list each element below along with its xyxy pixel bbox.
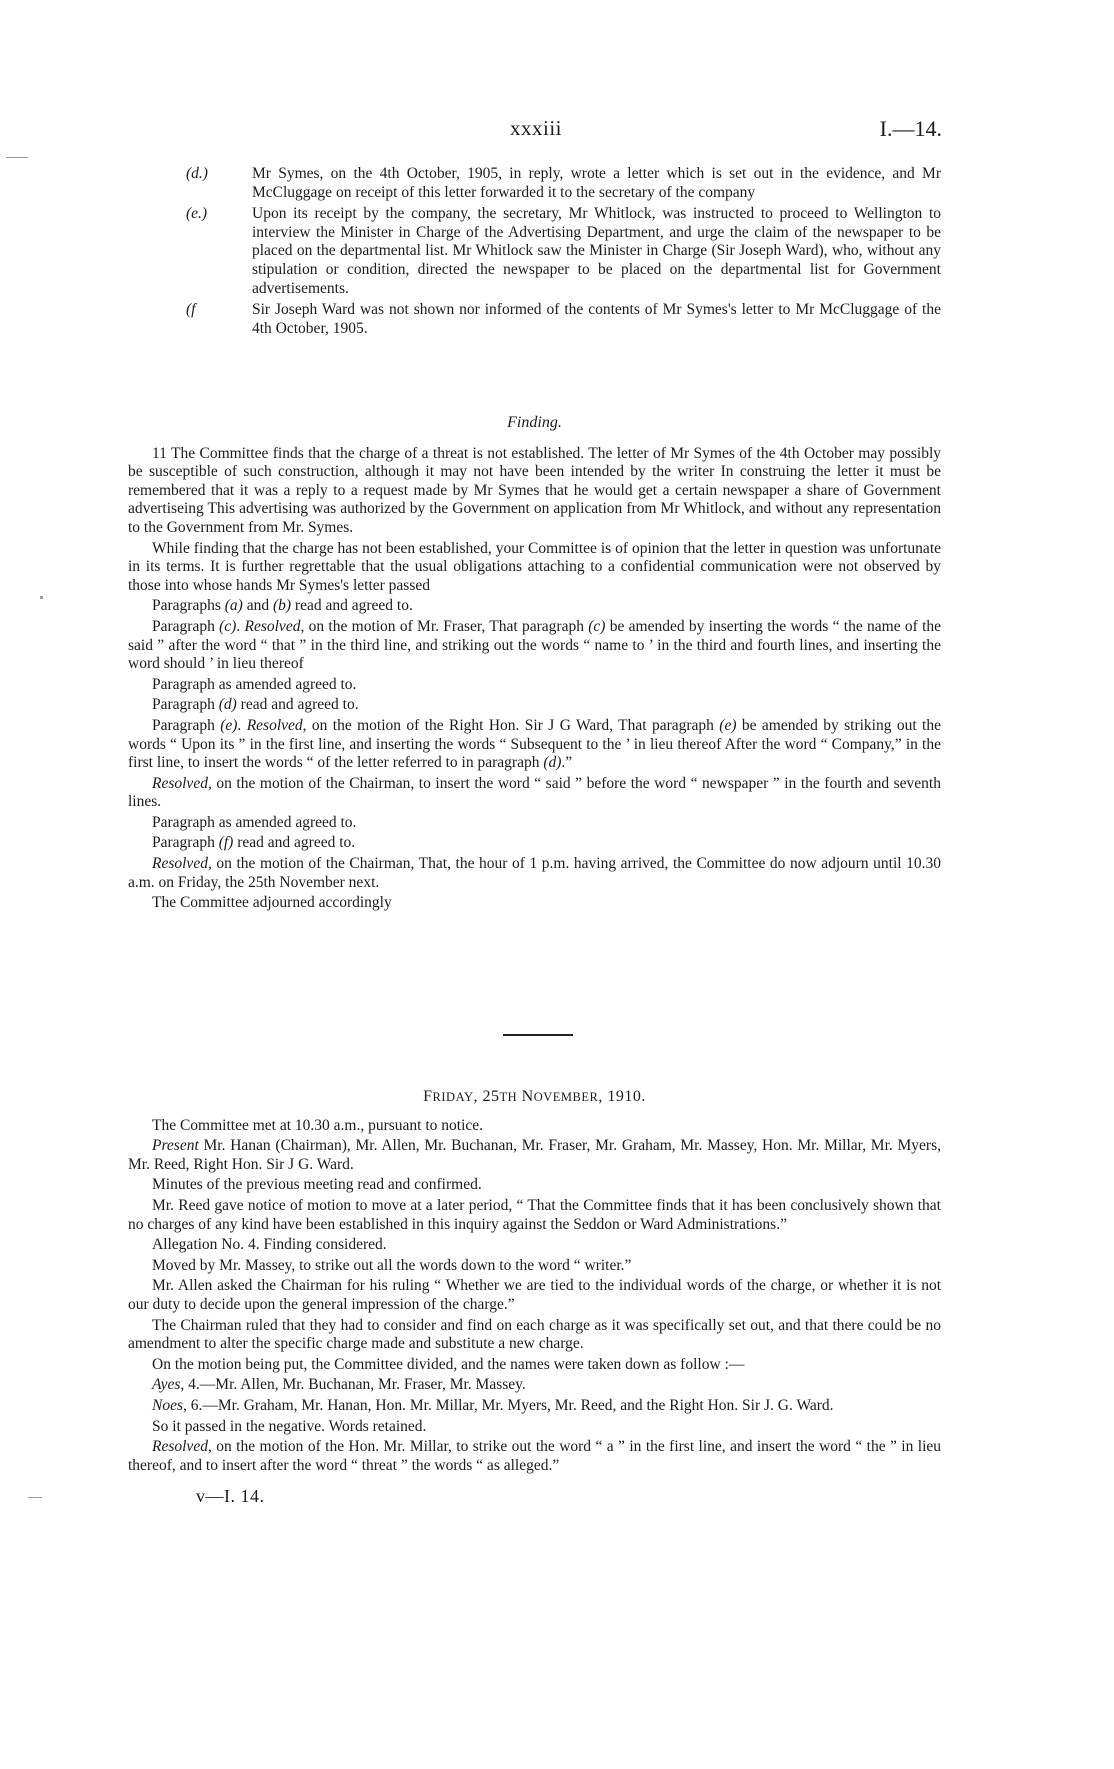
minutes-paragraph: Allegation No. 4. Finding considered.: [152, 1236, 387, 1254]
proceedings-line: Paragraph as amended agreed to.: [152, 675, 357, 693]
proceedings-line: The Committee adjourned accordingly: [152, 894, 392, 912]
minutes-paragraph: Moved by Mr. Massey, to strike out all the words down to the word “ writer.”: [152, 1256, 632, 1274]
date-heading: FRIDAY, 25TH NOVEMBER, 1910.: [423, 1088, 646, 1105]
scan-speck: [28, 1497, 42, 1498]
list-item: [186, 165, 941, 202]
page-header: [0, 116, 1114, 146]
proceedings-line: Paragraph (f) read and agreed to.: [152, 834, 356, 852]
finding-heading: Finding.: [507, 414, 562, 431]
minutes-paragraph: Resolved, on the motion of the Hon. Mr. Millar, to strike out the word “ a ” in the first line, and insert the word “ the ” in lieu thereof, and to insert after the word “ threat ” the words “ as alleged.”: [128, 1438, 941, 1474]
item-text: Upon its receipt by the company, the secretary, Mr Whitlock, was instructed to proceed to Wellington to interview the Minister in Charge of the Advertising Department, and urge the claim of the newspaper to be placed on the departmental list. Mr Whitlock saw the Minister in Charge (Sir Joseph Ward), who, without any stipulation or condition, directed the newspaper to be placed on the departmental list for Government advertisements.: [252, 205, 941, 297]
friday-section: [128, 1088, 941, 1477]
scan-speck: [6, 157, 28, 158]
minutes-paragraph: Mr. Allen asked the Chairman for his ruling “ Whether we are tied to the individual words of the charge, or whether it is not our duty to decide upon the general impression of the charge.”: [128, 1277, 941, 1313]
minutes-paragraph: Mr. Reed gave notice of motion to move at a later period, “ That the Committee finds that it has been conclusively shown that no charges of any kind have been established in this inquiry against the Seddon or Ward Administrations.”: [128, 1196, 941, 1233]
paper-reference: I.—14.: [879, 116, 942, 141]
scan-speck: [40, 596, 43, 599]
list-item: [186, 301, 941, 338]
minutes-paragraph: On the motion being put, the Committee divided, and the names were taken down as follow :—: [152, 1355, 745, 1373]
proceedings-line: Paragraphs (a) and (b) read and agreed to.: [152, 597, 413, 615]
proceedings-line: Paragraph as amended agreed to.: [152, 813, 357, 831]
list-item: [186, 205, 941, 298]
proceedings-line: Paragraph (d) read and agreed to.: [152, 696, 359, 714]
minutes-paragraph: Noes, 6.—Mr. Graham, Mr. Hanan, Hon. Mr. Millar, Mr. Myers, Mr. Reed, and the Right Hon. Sir J. G. Ward.: [152, 1396, 834, 1414]
finding-section: [128, 414, 941, 915]
section-divider: [503, 1034, 573, 1036]
item-text: Sir Joseph Ward was not shown nor informed of the contents of Mr Symes's letter to Mr McCluggage of the 4th October, 1905.: [252, 301, 941, 337]
minutes-paragraph: So it passed in the negative. Words retained.: [152, 1417, 427, 1435]
proceedings-line: Resolved, on the motion of the Chairman, That, the hour of 1 p.m. having arrived, the Committee do now adjourn until 10.30 a.m. on Friday, the 25th November next.: [128, 855, 941, 891]
finding-paragraph: 11 The Committee finds that the charge of a threat is not established. The letter of Mr Symes of the 4th October may possibly be susceptible of such construction, although it may not have been intended by the writer In construing the letter it must be remembered that it was a reply to a request made by Mr Symes that he would get a certain newspaper a share of Government advertiseing This advertising was authorized by the Government on application from Mr Whitlock, and without any representation to the Government from Mr. Symes.: [128, 444, 941, 536]
proceedings-line: Paragraph (e). Resolved, on the motion of the Right Hon. Sir J G Ward, That paragraph (e) be amended by striking out the words “ Upon its ” in the first line, and inserting the words “ Subsequent to the ’ in lieu thereof After the word “ Company,” in the first line, to insert the words “ of the letter referred to in paragraph (d).”: [128, 716, 941, 772]
finding-paragraph: While finding that the charge has not been established, your Committee is of opinion that the letter in question was unfortunate in its terms. It is further regrettable that the usual obligations attaching to a confidential communication were not observed by those into whose hands Mr Symes's letter passed: [128, 539, 941, 594]
item-label: (f: [186, 301, 196, 319]
item-label: (e.): [186, 205, 208, 223]
minutes-paragraph: The Chairman ruled that they had to consider and find on each charge as it was specifically set out, and that there could be no amendment to alter the specific charge made and substitute a new charge.: [128, 1316, 941, 1353]
signature-mark: v—I. 14.: [196, 1486, 265, 1506]
proceedings-line: Resolved, on the motion of the Chairman, to insert the word “ said ” before the word “ newspaper ” in the fourth and seventh lines.: [128, 774, 941, 811]
item-text: Mr Symes, on the 4th October, 1905, in reply, wrote a letter which is set out in the evidence, and Mr McCluggage on receipt of this letter forwarded it to the secretary of the company: [252, 165, 941, 201]
proceedings-line: Paragraph (c). Resolved, on the motion of Mr. Fraser, That paragraph (c) be amended by inserting the words “ the name of the said ” after the word “ that ” in the third line, and striking out the words “ name to ’ in the third and fourth lines, and inserting the word should ’ in lieu thereof: [128, 617, 942, 673]
minutes-paragraph: Minutes of the previous meeting read and confirmed.: [152, 1176, 482, 1194]
page-number: xxxiii: [510, 116, 563, 140]
minutes-paragraph: Ayes, 4.—Mr. Allen, Mr. Buchanan, Mr. Fraser, Mr. Massey.: [152, 1376, 526, 1394]
item-label: (d.): [186, 165, 208, 182]
minutes-paragraph: Present Mr. Hanan (Chairman), Mr. Allen, Mr. Buchanan, Mr. Fraser, Mr. Graham, Mr. Massey, Hon. Mr. Millar, Mr. Myers, Mr. Reed, Right Hon. Sir J G. Ward.: [128, 1137, 941, 1173]
minutes-paragraph: The Committee met at 10.30 a.m., pursuant to notice.: [152, 1116, 484, 1134]
lettered-items: [128, 165, 941, 341]
